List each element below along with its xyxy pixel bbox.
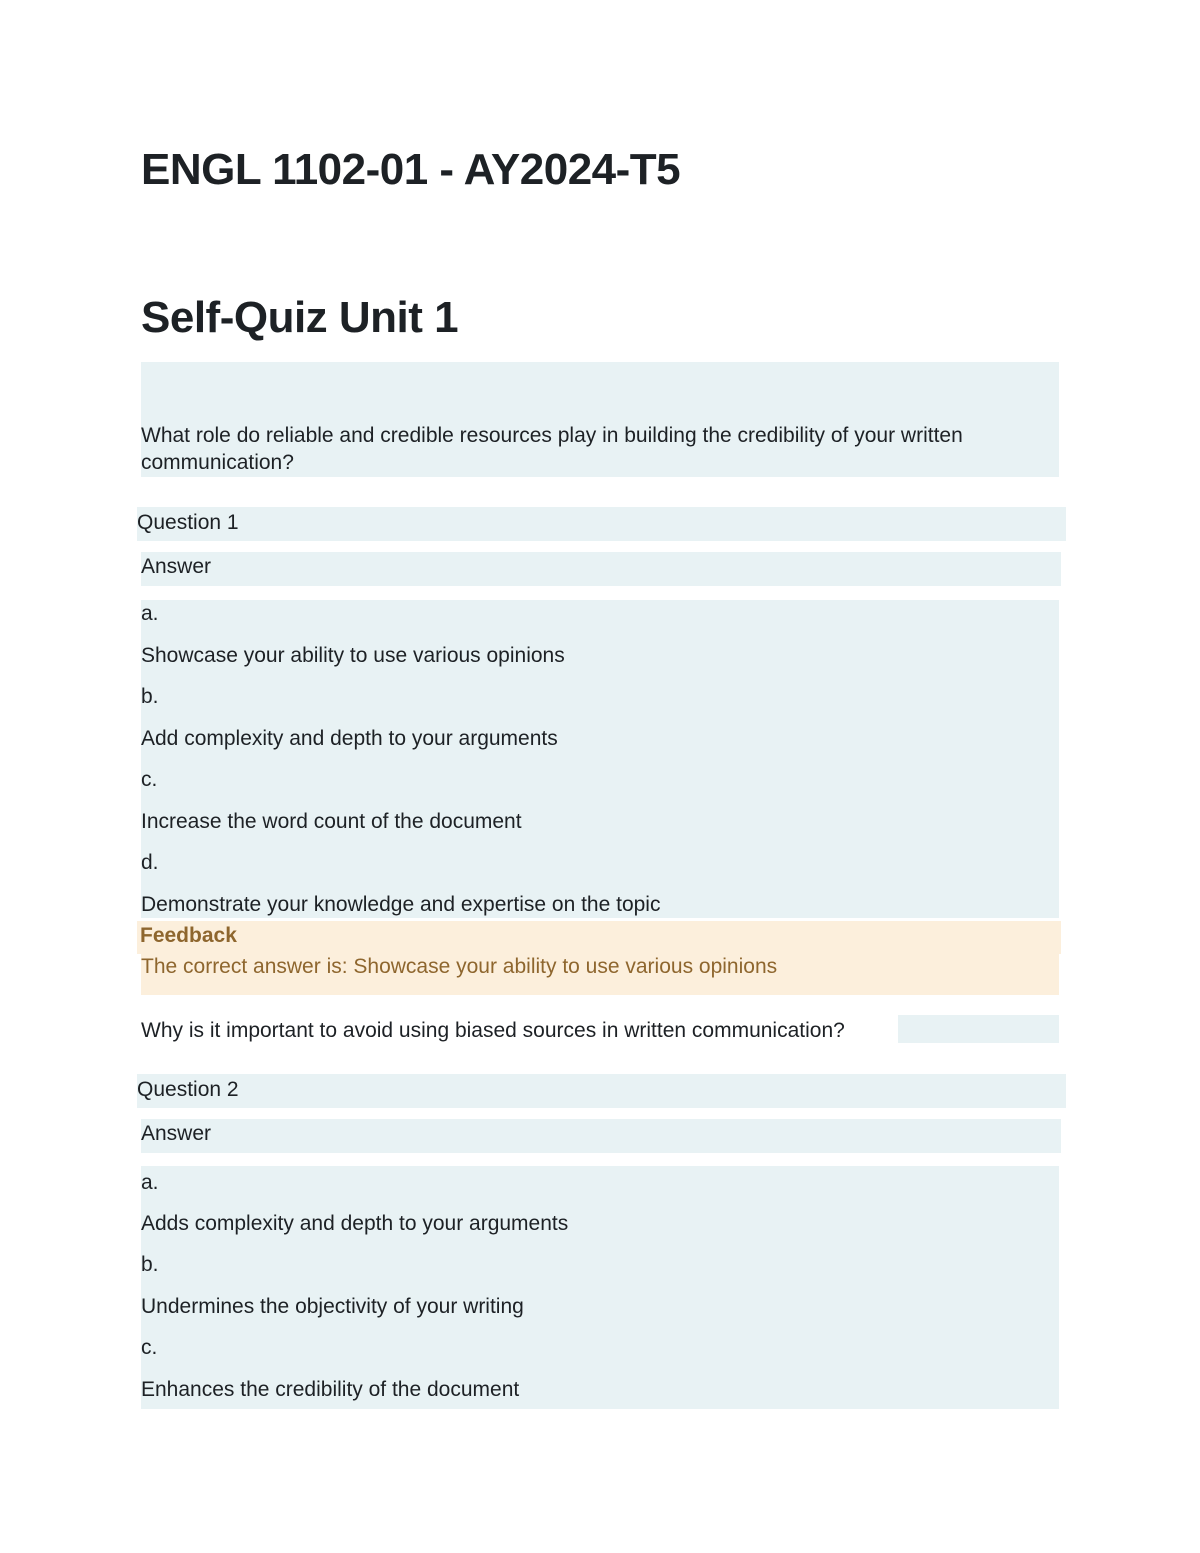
question-2-answer-label: Answer: [141, 1122, 212, 1145]
option-d-letter: d.: [141, 851, 159, 874]
feedback-text: The correct answer is: Showcase your ability to use various opinions: [141, 955, 778, 978]
option-c-letter: c.: [141, 768, 158, 791]
question-1-prompt-line-2: communication?: [141, 451, 294, 474]
question-2-prompt: Why is it important to avoid using biased sources in written communication?: [141, 1019, 845, 1042]
q2-option-b-choice[interactable]: Undermines the objectivity of your writing: [141, 1295, 524, 1318]
question-2-header: [137, 1074, 1066, 1108]
option-a-letter: a.: [141, 602, 159, 625]
question-1-prompt-line-1: What role do reliable and credible resources play in building the credibility of your written: [141, 424, 963, 447]
q2-option-b-letter: b.: [141, 1253, 159, 1276]
question-1-answer-label: Answer: [141, 555, 212, 578]
feedback-header-panel: [137, 921, 1061, 954]
option-a-choice[interactable]: Showcase your ability to use various opinions: [141, 644, 565, 667]
question-2-label: Question 2: [137, 1078, 239, 1101]
course-title: ENGL 1102-01 - AY2024-T5: [141, 145, 681, 194]
option-d-choice[interactable]: Demonstrate your knowledge and expertise on the topic: [141, 893, 661, 916]
option-b-letter: b.: [141, 685, 159, 708]
option-c-choice[interactable]: Increase the word count of the document: [141, 810, 522, 833]
option-b-choice[interactable]: Add complexity and depth to your arguments: [141, 727, 558, 750]
q2-option-c-letter: c.: [141, 1336, 158, 1359]
q2-option-c-choice[interactable]: Enhances the credibility of the document: [141, 1378, 520, 1401]
feedback-title: Feedback: [140, 924, 237, 947]
question-1-label: Question 1: [137, 511, 239, 534]
question-2-answer-header: [141, 1119, 1061, 1153]
q2-option-a-letter: a.: [141, 1171, 159, 1194]
q2-option-a-choice[interactable]: Adds complexity and depth to your arguments: [141, 1212, 569, 1235]
quiz-title: Self-Quiz Unit 1: [141, 293, 459, 342]
question-2-prompt-panel: [898, 1015, 1059, 1043]
question-1-answer-header: [141, 552, 1061, 586]
question-2-options-panel: [141, 1166, 1059, 1409]
question-1-header: [137, 507, 1066, 541]
